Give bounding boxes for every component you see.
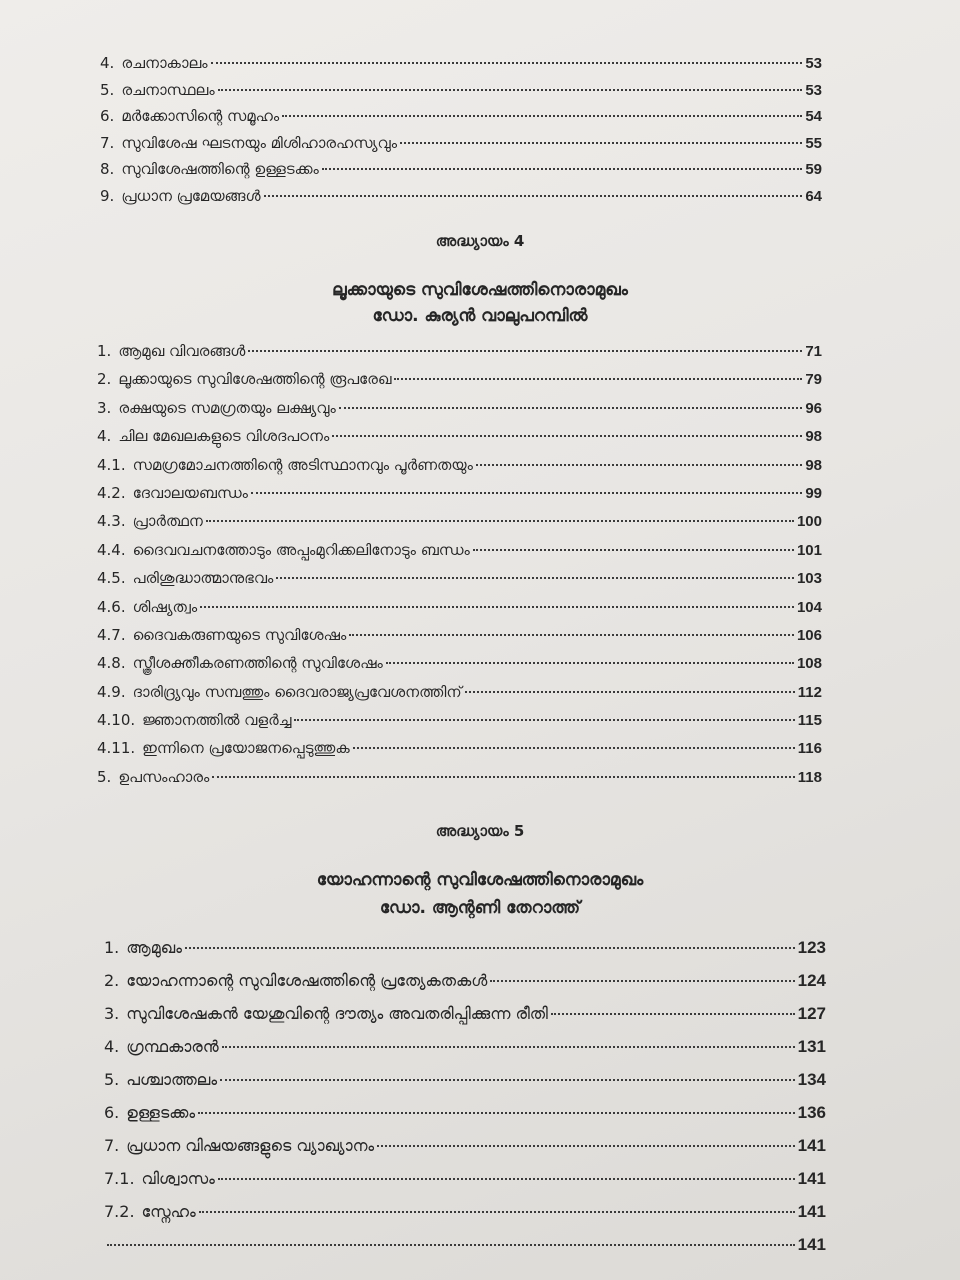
toc-entry — [97, 598, 822, 626]
toc-entry-title — [97, 654, 383, 672]
chapter-5-title: യോഹന്നാന്റെ സുവിശേഷത്തിനൊരാമുഖം — [316, 870, 644, 890]
toc-entry-text: ചില മേഖലകളുടെ വിശദപഠനം — [118, 427, 330, 446]
toc-entry-number: 4.11. — [97, 739, 136, 758]
toc-entry-title — [97, 569, 273, 587]
toc-entry-page: 124 — [797, 971, 826, 990]
toc-entry-page: 106 — [796, 626, 822, 644]
toc-entry-text: ശിഷ്യത്വം — [132, 597, 198, 616]
toc-entry-text: ദൈവവചനത്തോടും അപ്പംമുറിക്കലിനോടും ബന്ധം — [132, 540, 470, 559]
toc-entry — [104, 1070, 826, 1103]
toc-entry-title — [104, 1202, 196, 1222]
dotted-leader — [264, 195, 803, 197]
toc-entry-title — [104, 1037, 219, 1057]
toc-entry-title — [104, 938, 182, 958]
dotted-leader — [322, 168, 802, 170]
toc-entry — [97, 512, 822, 540]
toc-entry — [104, 938, 826, 971]
toc-entry — [100, 107, 822, 134]
toc-entry-page: 141 — [797, 1202, 826, 1221]
dotted-leader — [276, 577, 794, 579]
toc-entry — [97, 711, 822, 739]
toc-entry-text: ലൂക്കായുടെ സുവിശേഷത്തിന്റെ രൂപരേഖ — [118, 370, 392, 389]
toc-entry-page: 71 — [805, 343, 822, 360]
toc-entry-title — [97, 683, 462, 701]
toc-entry-page: 64 — [805, 187, 822, 205]
toc-entry — [104, 1235, 826, 1268]
toc-entry-page: 115 — [797, 712, 822, 730]
dotted-leader — [349, 634, 794, 636]
dotted-leader — [282, 115, 802, 117]
toc-entry-number: 6. — [104, 1103, 120, 1122]
dotted-leader — [185, 947, 795, 949]
toc-entry — [104, 1136, 826, 1169]
toc-entry — [100, 187, 822, 214]
toc-entry-title — [104, 1004, 548, 1024]
dotted-leader — [490, 980, 794, 982]
dotted-leader — [199, 1211, 795, 1213]
toc-entry-text: സമഗ്രമോചനത്തിന്റെ അടിസ്ഥാനവും പൂർണതയും — [132, 455, 473, 474]
toc-entry — [104, 1202, 826, 1235]
toc-entry-text: ആമുഖ വിവരങ്ങൾ — [118, 342, 246, 360]
toc-entry-number: 4.10. — [97, 711, 136, 730]
toc-entry-title — [100, 187, 261, 205]
toc-entry — [104, 1169, 826, 1202]
toc-entry-title — [97, 711, 291, 729]
toc-entry-number: 3. — [97, 398, 112, 417]
toc-entry-page: 141 — [797, 1136, 826, 1155]
toc-entry-number: 8. — [100, 160, 115, 178]
toc-entry — [100, 81, 822, 108]
toc-entry — [97, 541, 822, 569]
dotted-leader — [294, 719, 794, 721]
toc-entry-number: 4. — [100, 54, 115, 72]
toc-entry-text: ഉള്ളടക്കം — [126, 1103, 196, 1122]
toc-entry-number: 4. — [104, 1037, 120, 1056]
dotted-leader — [218, 1178, 795, 1180]
toc-entry-text: ജ്ഞാനത്തിൽ വളർച്ച — [142, 711, 292, 730]
toc-entry-page: 53 — [805, 55, 822, 72]
dotted-leader — [353, 747, 795, 749]
toc-entry-text: ദേവാലയബന്ധം — [132, 483, 248, 502]
toc-entry-text: സുവിശേഷ ഘടനയും മിശിഹാരഹസ്യവും — [121, 133, 397, 152]
toc-entry-title — [100, 160, 319, 178]
toc-entry-number: 7. — [100, 133, 115, 152]
toc-entry-number: 7.2. — [104, 1202, 135, 1221]
toc-entry-number: 5. — [97, 767, 112, 786]
toc-entry-title — [97, 512, 203, 530]
toc-entry — [97, 342, 822, 370]
toc-entry-number: 4.3. — [97, 512, 126, 531]
toc-entry-page: 100 — [796, 513, 822, 531]
toc-entry-text: ഗ്രന്ഥകാരൻ — [126, 1037, 219, 1056]
toc-entry-title — [97, 484, 248, 502]
toc-entry-number: 4. — [97, 427, 112, 446]
toc-entry-page: 59 — [805, 161, 822, 178]
toc-entry-text: സുവിശേഷകൻ യേശുവിന്റെ ദൗത്യം അവതരിപ്പിക്കുന്ന രീതി — [126, 1004, 548, 1023]
toc-entry — [104, 971, 826, 1004]
toc-entry — [97, 683, 822, 711]
toc-entry-page: 55 — [805, 134, 822, 152]
chapter-5-author: ഡോ. ആന്റണി തേറാത്ത് — [379, 898, 581, 918]
toc-entry — [100, 160, 822, 187]
toc-entry-page: 79 — [805, 371, 822, 389]
toc-entry-text: രചനാകാലം — [121, 54, 208, 72]
toc-entry-number: 4.9. — [97, 682, 126, 701]
toc-entry-title — [97, 342, 245, 360]
toc-entry — [97, 626, 822, 654]
dotted-leader — [465, 691, 795, 693]
toc-entry-number: 4.4. — [97, 540, 126, 559]
toc-entry-text: വിശ്വാസം — [141, 1169, 215, 1188]
toc-entry-page: 98 — [805, 456, 822, 474]
toc-entry-text: സ്ത്രീശക്തീകരണത്തിന്റെ സുവിശേഷം — [132, 654, 383, 673]
toc-entry-number: 5. — [104, 1070, 120, 1089]
dotted-leader — [212, 776, 795, 778]
toc-entry-text: ദൈവകരുണയുടെ സുവിശേഷം — [132, 625, 347, 644]
toc-entry-title — [104, 1169, 215, 1189]
dotted-leader — [332, 435, 802, 437]
toc-entry-page: 96 — [805, 399, 822, 417]
toc-entry — [104, 1037, 826, 1070]
dotted-leader — [220, 1079, 795, 1081]
toc-entry — [97, 456, 822, 484]
toc-entry-text: പശ്ചാത്തലം — [126, 1070, 218, 1089]
toc-entry-title — [104, 1070, 217, 1090]
toc-entry — [97, 370, 822, 398]
dotted-leader — [251, 492, 802, 494]
dotted-leader — [377, 1145, 794, 1147]
toc-entry-title — [97, 739, 350, 757]
toc-entry — [104, 1103, 826, 1136]
toc-entry-text: ആമുഖം — [126, 938, 182, 957]
toc-entry-title — [100, 54, 208, 72]
toc-entry-text: പ്രധാന വിഷയങ്ങളുടെ വ്യാഖ്യാനം — [126, 1136, 375, 1155]
dotted-leader — [476, 464, 802, 466]
toc-entry-number: 4.1. — [97, 455, 126, 474]
toc-entry-text: പരിശുദ്ധാത്മാനുഭവം — [132, 569, 274, 588]
toc-entry-number: 1. — [104, 938, 120, 957]
toc-entry-title — [97, 427, 329, 445]
toc-entry — [97, 569, 822, 597]
dotted-leader — [222, 1046, 795, 1048]
dotted-leader — [206, 520, 794, 522]
dotted-leader — [400, 142, 802, 144]
toc-entry — [97, 654, 822, 682]
dotted-leader — [473, 549, 794, 551]
toc-entry-number: 4.6. — [97, 597, 126, 616]
toc-entry-number: 3. — [104, 1004, 120, 1023]
toc-entry-page: 108 — [796, 655, 822, 673]
toc-entry-text: രക്ഷയുടെ സമഗ്രതയും ലക്ഷ്യവും — [118, 398, 336, 417]
toc-entry-title — [100, 81, 215, 99]
dotted-leader — [248, 350, 802, 352]
toc-entry-title — [104, 1136, 374, 1156]
dotted-leader — [200, 606, 794, 608]
toc-entry-page: 131 — [797, 1037, 826, 1056]
toc-entry — [100, 134, 822, 161]
toc-entry-page: 53 — [805, 81, 822, 99]
chapter-4-heading: അദ്ധ്യായം 4 — [435, 232, 525, 250]
toc-entry-page: 116 — [797, 740, 822, 758]
toc-entry-page: 112 — [797, 683, 822, 701]
toc-entry-page: 134 — [797, 1070, 826, 1089]
toc-entry-page: 54 — [805, 108, 822, 125]
toc-entry-number: 5. — [100, 80, 115, 99]
toc-entry-number: 4.2. — [97, 483, 126, 502]
toc-entry — [97, 399, 822, 427]
dotted-leader — [107, 1244, 795, 1246]
chapter-4-title: ലൂക്കായുടെ സുവിശേഷത്തിനൊരാമുഖം — [332, 280, 628, 300]
toc-entry-text: സുവിശേഷത്തിന്റെ ഉള്ളടക്കം — [121, 160, 319, 178]
chapter-4-author: ഡോ. കുര്യൻ വാലുപറമ്പിൽ — [372, 306, 588, 326]
toc-entry-page: 98 — [805, 428, 822, 446]
toc-entry-page: 141 — [797, 1235, 826, 1254]
toc-entry-number: 4.7. — [97, 625, 126, 644]
toc-entry-title — [97, 399, 336, 417]
chapter-4-toc-list — [97, 342, 822, 796]
dotted-leader — [339, 407, 803, 409]
toc-entry-page: 141 — [797, 1169, 826, 1188]
toc-entry-title — [97, 598, 197, 616]
toc-entry-title — [97, 370, 391, 388]
toc-entry-page: 136 — [797, 1103, 826, 1122]
toc-entry-title — [100, 134, 397, 152]
toc-entry-title — [97, 541, 470, 559]
toc-entry — [97, 739, 822, 767]
toc-entry — [97, 427, 822, 455]
toc-entry-title — [97, 768, 209, 786]
toc-entry-number: 2. — [97, 370, 112, 389]
toc-entry-text: ദാരിദ്ര്യവും സമ്പത്തും ദൈവരാജ്യപ്രവേശനത്തിന് — [132, 682, 462, 701]
toc-entry-text: ഉപസംഹാരം — [118, 767, 210, 786]
dotted-leader — [551, 1013, 795, 1015]
toc-entry-page: 101 — [796, 541, 822, 559]
toc-entry — [97, 484, 822, 512]
toc-entry — [97, 768, 822, 796]
section-3-toc-list — [100, 54, 822, 213]
toc-entry-number: 9. — [100, 186, 115, 205]
toc-entry-number: 4.5. — [97, 569, 126, 588]
toc-entry-page: 127 — [797, 1004, 826, 1023]
dotted-leader — [394, 378, 802, 380]
dotted-leader — [218, 89, 803, 91]
chapter-5-heading: അദ്ധ്യായം 5 — [435, 822, 525, 840]
toc-entry-text: രചനാസ്ഥലം — [121, 80, 215, 99]
toc-entry-page: 104 — [796, 598, 822, 616]
toc-entry-title — [104, 1103, 195, 1123]
dotted-leader — [386, 662, 794, 664]
toc-entry-page: 103 — [796, 570, 822, 588]
toc-entry-number: 4.8. — [97, 654, 126, 673]
toc-entry-title — [97, 456, 473, 474]
toc-entry-number: 7.1. — [104, 1169, 135, 1188]
toc-entry-text: യോഹന്നാന്റെ സുവിശേഷത്തിന്റെ പ്രത്യേകതകൾ — [126, 971, 488, 990]
toc-entry — [100, 54, 822, 81]
toc-entry — [104, 1004, 826, 1037]
toc-entry-number: 1. — [97, 342, 112, 360]
toc-entry-page: 123 — [797, 938, 826, 957]
toc-entry-number: 2. — [104, 971, 120, 990]
toc-entry-title — [100, 107, 279, 125]
toc-entry-title — [97, 626, 346, 644]
toc-entry-text: മർക്കോസിന്റെ സമൂഹം — [121, 107, 280, 125]
toc-entry-text: സ്നേഹം — [141, 1202, 196, 1221]
toc-entry-page: 118 — [797, 768, 822, 786]
chapter-5-toc-list — [104, 938, 826, 1268]
toc-entry-title — [104, 971, 487, 991]
toc-entry-number: 7. — [104, 1136, 120, 1155]
toc-entry-text: പ്രാർത്ഥന — [132, 512, 203, 531]
toc-entry-text: പ്രധാന പ്രമേയങ്ങൾ — [121, 186, 261, 205]
dotted-leader — [211, 62, 803, 64]
dotted-leader — [198, 1112, 795, 1114]
toc-entry-number: 6. — [100, 107, 115, 125]
toc-entry-text: ഇന്നിനെ പ്രയോജനപ്പെടുത്തുക — [142, 739, 350, 758]
toc-entry-page: 99 — [805, 484, 822, 502]
